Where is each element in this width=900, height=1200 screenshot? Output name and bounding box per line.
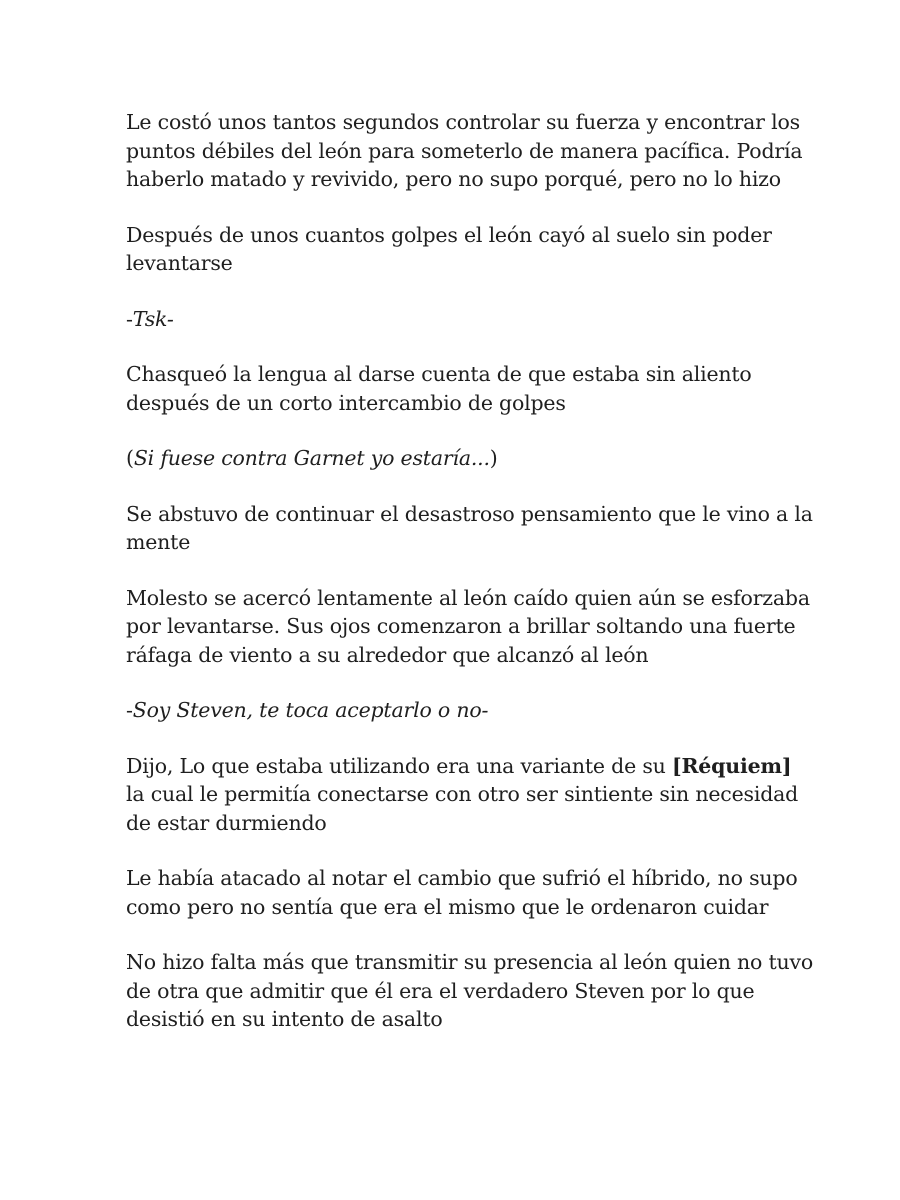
thought-open-paren: ( xyxy=(126,446,134,470)
thought-text: Si fuese contra Garnet yo estaría... xyxy=(133,446,490,470)
paragraph-9-before: Dijo, Lo que estaba utilizando era una variante de su xyxy=(126,753,672,778)
paragraph-9 xyxy=(126,752,816,838)
dialog-text-steven: Soy Steven, te toca aceptarlo o no- xyxy=(132,698,489,722)
thought-close-paren: ) xyxy=(489,446,498,470)
paragraph-10: Le había atacado al notar el cambio que sufrió el híbrido, no supo como pero no sentía que era el mismo que le ordenaron cuidar xyxy=(126,866,798,919)
dialog-dash: - xyxy=(126,698,133,722)
dialog-line-steven xyxy=(126,696,816,725)
thought-line xyxy=(126,444,816,473)
requiem-term: [Réquiem] xyxy=(671,753,792,778)
document-page xyxy=(126,108,816,1061)
paragraph-7: Molesto se acercó lentamente al león caído quien aún se esforzaba por levantarse. Sus ojos comenzaron a brillar soltando una fuerte ráfaga de viento a su alrededor que alcanzó al león xyxy=(126,585,810,667)
dialog-line-tsk xyxy=(126,305,816,334)
paragraph-1: Le costó unos tantos segundos controlar su fuerza y encontrar los puntos débiles del león para someterlo de manera pacífica. Podría haberlo matado y revivido, pero no supo porqué, pero no lo hizo xyxy=(126,110,803,191)
paragraph-11: No hizo falta más que transmitir su presencia al león quien no tuvo de otra que admitir que él era el verdadero Steven por lo que desistió en su intento de asalto xyxy=(126,950,814,1031)
paragraph-6: Se abstuvo de continuar el desastroso pensamiento que le vino a la mente xyxy=(126,501,813,554)
paragraph-2: Después de unos cuantos golpes el león cayó al suelo sin poder levantarse xyxy=(126,222,772,275)
dialog-text-tsk: Tsk- xyxy=(132,306,174,331)
paragraph-9-after: la cual le permitía conectarse con otro ser sintiente sin necesidad de estar durmiendo xyxy=(126,782,799,835)
dialog-dash: - xyxy=(126,306,133,331)
paragraph-4: Chasqueó la lengua al darse cuenta de que estaba sin aliento después de un corto intercambio de golpes xyxy=(126,362,752,415)
